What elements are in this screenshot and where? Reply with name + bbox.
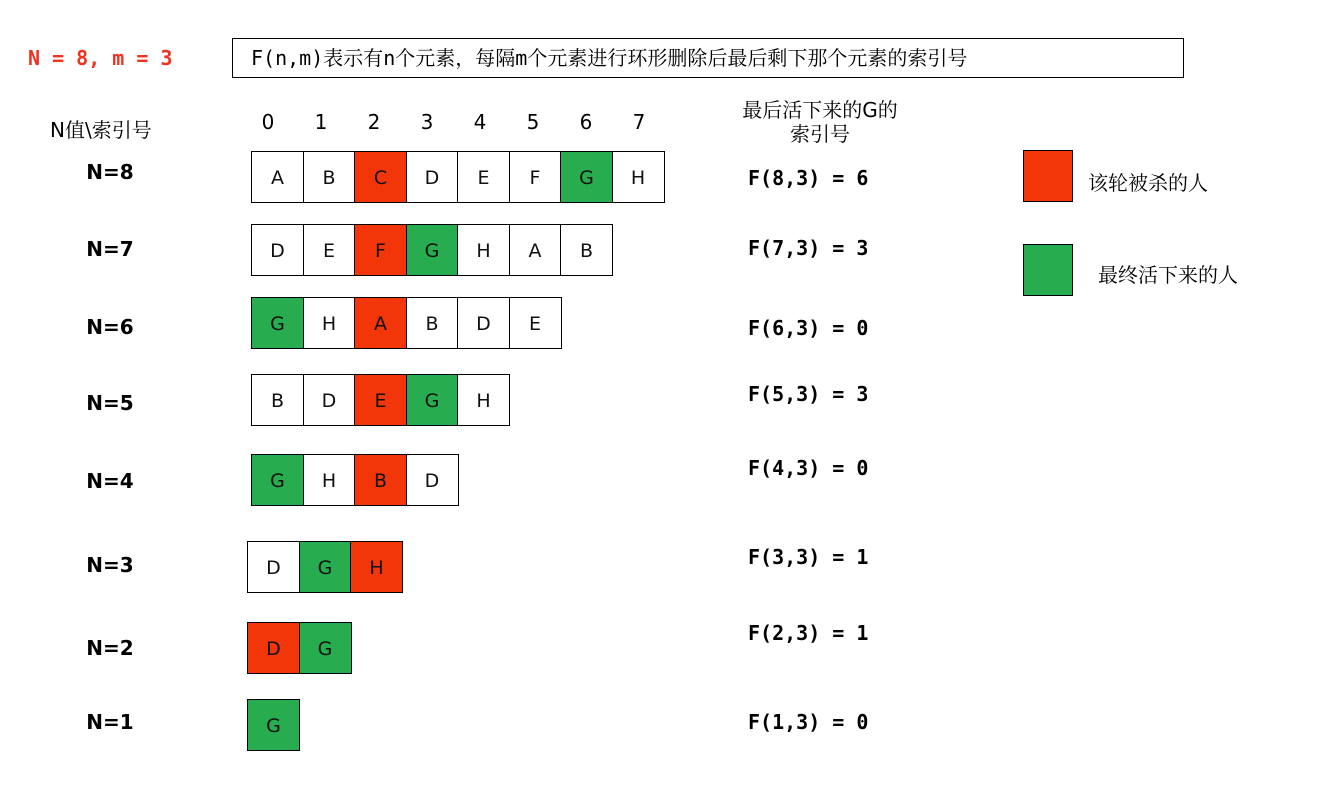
row-label-n1: N=1: [86, 710, 134, 734]
cell: H: [457, 374, 510, 426]
row-label-n3: N=3: [86, 553, 134, 577]
result-n4: F(4,3) = 0: [748, 456, 869, 480]
cell: G: [251, 297, 304, 349]
legend-swatch-killed: [1023, 150, 1073, 202]
cell: F: [354, 224, 407, 276]
cell: A: [251, 151, 304, 203]
cell: G: [560, 151, 613, 203]
index-header-0: 0: [261, 110, 275, 134]
array-row-n1: [247, 699, 300, 751]
array-row-n4: [251, 454, 459, 506]
result-n3: F(3,3) = 1: [748, 545, 869, 569]
corner-label: N值\索引号: [50, 118, 152, 142]
cell: H: [612, 151, 665, 203]
array-row-n6: [251, 297, 562, 349]
row-label-n5: N=5: [86, 391, 134, 415]
definition-box: F(n,m)表示有n个元素，每隔m个元素进行环形删除后最后剩下那个元素的索引号: [232, 38, 1184, 78]
index-header-3: 3: [420, 110, 434, 134]
cell: D: [247, 622, 300, 674]
index-header-5: 5: [526, 110, 540, 134]
cell: A: [509, 224, 562, 276]
cell: E: [509, 297, 562, 349]
row-label-n7: N=7: [86, 237, 134, 261]
result-n6: F(6,3) = 0: [748, 316, 869, 340]
cell: E: [303, 224, 356, 276]
index-header-6: 6: [579, 110, 593, 134]
cell: H: [350, 541, 403, 593]
cell: G: [299, 541, 352, 593]
array-row-n5: [251, 374, 510, 426]
row-label-n6: N=6: [86, 315, 134, 339]
array-row-n3: [247, 541, 403, 593]
cell: G: [406, 374, 459, 426]
cell: B: [560, 224, 613, 276]
cell: G: [299, 622, 352, 674]
row-label-n2: N=2: [86, 636, 134, 660]
cell: B: [354, 454, 407, 506]
legend-label-killed: 该轮被杀的人: [1088, 171, 1208, 195]
result-header-line1: 最后活下来的G的: [742, 98, 898, 122]
index-header-1: 1: [314, 110, 328, 134]
cell: D: [247, 541, 300, 593]
array-row-n2: [247, 622, 352, 674]
index-header-4: 4: [473, 110, 487, 134]
cell: H: [457, 224, 510, 276]
cell: D: [251, 224, 304, 276]
legend-label-survivor: 最终活下来的人: [1098, 263, 1238, 287]
result-n2: F(2,3) = 1: [748, 621, 869, 645]
result-n8: F(8,3) = 6: [748, 166, 869, 190]
result-column-header: [700, 98, 940, 146]
row-label-n4: N=4: [86, 469, 134, 493]
row-label-n8: N=8: [86, 160, 134, 184]
cell: D: [303, 374, 356, 426]
cell: H: [303, 454, 356, 506]
result-n5: F(5,3) = 3: [748, 382, 869, 406]
cell: C: [354, 151, 407, 203]
cell: G: [251, 454, 304, 506]
result-n7: F(7,3) = 3: [748, 236, 869, 260]
cell: B: [251, 374, 304, 426]
result-header-line2: 索引号: [790, 122, 850, 146]
cell: B: [303, 151, 356, 203]
cell: F: [509, 151, 562, 203]
array-row-n8: [251, 151, 665, 203]
array-row-n7: [251, 224, 613, 276]
cell: B: [406, 297, 459, 349]
result-n1: F(1,3) = 0: [748, 710, 869, 734]
cell: D: [457, 297, 510, 349]
parameters-text: N = 8, m = 3: [28, 46, 173, 70]
cell: G: [406, 224, 459, 276]
cell: E: [457, 151, 510, 203]
legend-swatch-survivor: [1023, 244, 1073, 296]
index-header-2: 2: [367, 110, 381, 134]
cell: D: [406, 454, 459, 506]
cell: D: [406, 151, 459, 203]
cell: H: [303, 297, 356, 349]
cell: A: [354, 297, 407, 349]
cell: E: [354, 374, 407, 426]
index-header-7: 7: [632, 110, 646, 134]
cell: G: [247, 699, 300, 751]
